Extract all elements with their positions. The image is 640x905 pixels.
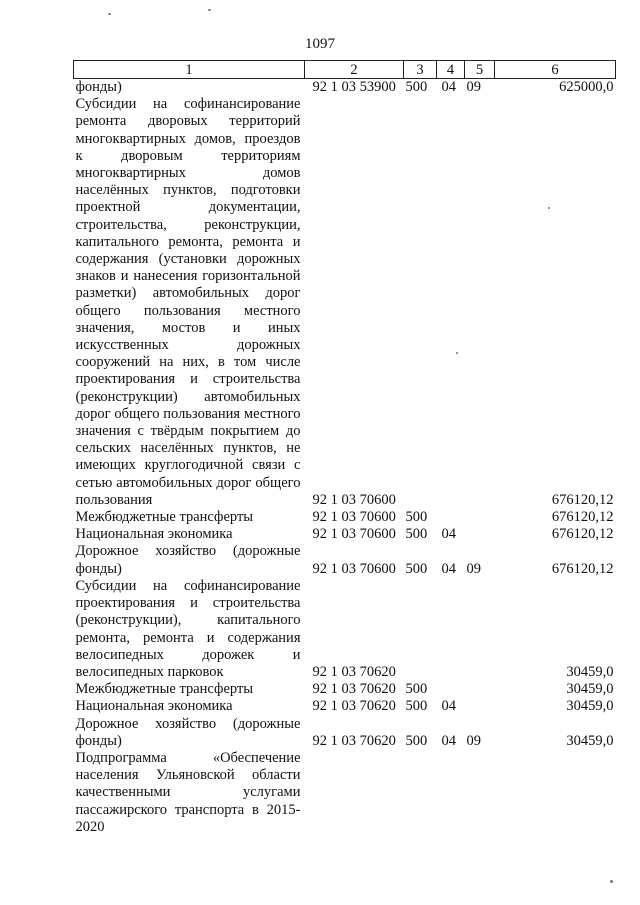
row-section: 04 [441,732,456,749]
row-subsection [465,96,495,509]
row-name: Национальная экономика [75,698,233,715]
row-expense-type: 500 [405,560,428,577]
table-row [74,698,616,715]
row-section [437,681,465,698]
row-expense-type: 500 [405,681,428,698]
row-name: Дорожное хозяйство (дорожные фонды) [75,715,301,749]
table-row [74,96,616,509]
row-name: Дорожное хозяйство (дорожные фонды) [75,543,301,577]
scan-speck [108,13,111,15]
row-sum: 30459,0 [566,698,614,715]
row-name: Субсидии на софинансирование проектирования и строительства (реконструкции), капитального ремонта, ремонта и содержания велосипедных дорожек и велосипедных парковок [75,577,301,680]
row-section [437,96,465,509]
table-row [74,750,616,836]
row-sum [495,750,616,836]
row-name: Межбюджетные трансферты [75,681,254,698]
row-sum: 676120,12 [551,509,614,526]
col-header-1: 1 [74,61,305,79]
col-header-5: 5 [465,61,495,79]
row-sum: 676120,12 [551,526,614,543]
row-expense-type: 500 [405,509,428,526]
row-sum: 30459,0 [566,663,614,680]
table-row [74,526,616,543]
table-row [74,578,616,681]
row-code: 92 1 03 70620 [312,681,396,698]
row-section: 04 [441,79,456,95]
budget-table [73,60,616,836]
row-code: 92 1 03 70600 [312,491,396,508]
row-name: Субсидии на софинансирование ремонта дворовых территорий многоквартирных домов, проездов к дворовым территориям многоквартирных домов населённых пунктов, подготовки проектной документации, строительства, реконструкции, капитального ремонта, ремонта и содержания (установки дорожных знаков и нанесения горизонтальной разметки) автомобильных дорог общего пользования местного значения, мостов и иных искусственных дорожных сооружений на них, в том числе проектирования и строительства (реконструкции) автомобильных дорог общего пользования местного значения с твёрдым покрытием до сельских населённых пунктов, не имеющих круглогодичной связи с сетью автомобильных дорог общего пользования [75,96,301,508]
row-subsection [465,681,495,698]
row-subsection: 09 [466,79,481,95]
row-section [437,578,465,681]
row-name: Подпрограмма «Обеспечение населения Ульяновской области качественными услугами пассажирского транспорта в 2015-2020 [75,749,301,835]
row-code: 92 1 03 70600 [312,560,396,577]
col-header-6: 6 [495,61,616,79]
row-subsection [465,578,495,681]
row-section [437,750,465,836]
row-expense-type: 500 [405,79,428,95]
table-row [74,509,616,526]
row-subsection: 09 [466,560,481,577]
row-code: 92 1 03 70620 [312,663,396,680]
table-row [74,716,616,750]
row-expense-type: 500 [405,698,428,715]
row-expense-type [404,578,437,681]
row-subsection: 09 [466,732,481,749]
row-code: 92 1 03 70600 [312,509,396,526]
scan-speck [456,352,458,354]
col-header-4: 4 [437,61,465,79]
row-expense-type: 500 [405,526,428,543]
row-sum: 676120,12 [551,491,614,508]
row-code: 92 1 03 70620 [312,698,396,715]
row-expense-type: 500 [405,732,428,749]
row-section: 04 [441,698,456,715]
page-number: 1097 [305,36,335,52]
row-sum: 30459,0 [566,732,614,749]
header-row [74,61,616,79]
row-section: 04 [441,526,456,543]
row-code [305,750,404,836]
row-subsection [465,526,495,543]
row-expense-type [404,96,437,509]
table-row [74,681,616,698]
row-section [437,509,465,526]
row-code: 92 1 03 70600 [312,526,396,543]
row-sum: 625000,0 [559,79,614,95]
scan-speck [548,207,550,209]
row-sum: 30459,0 [566,681,614,698]
row-name: Межбюджетные трансферты [75,509,254,526]
table-row [74,543,616,577]
row-subsection [465,509,495,526]
row-sum: 676120,12 [551,560,614,577]
scan-speck [208,9,211,11]
col-header-2: 2 [305,61,404,79]
row-name: Национальная экономика [75,526,233,543]
row-code: 92 1 03 53900 [312,79,396,95]
table-row [74,79,616,97]
col-header-3: 3 [404,61,437,79]
row-subsection [465,750,495,836]
row-section: 04 [441,560,456,577]
row-code: 92 1 03 70620 [312,732,396,749]
row-expense-type [404,750,437,836]
row-subsection [465,698,495,715]
scan-speck [610,880,613,883]
row-name: фонды) [75,79,122,95]
